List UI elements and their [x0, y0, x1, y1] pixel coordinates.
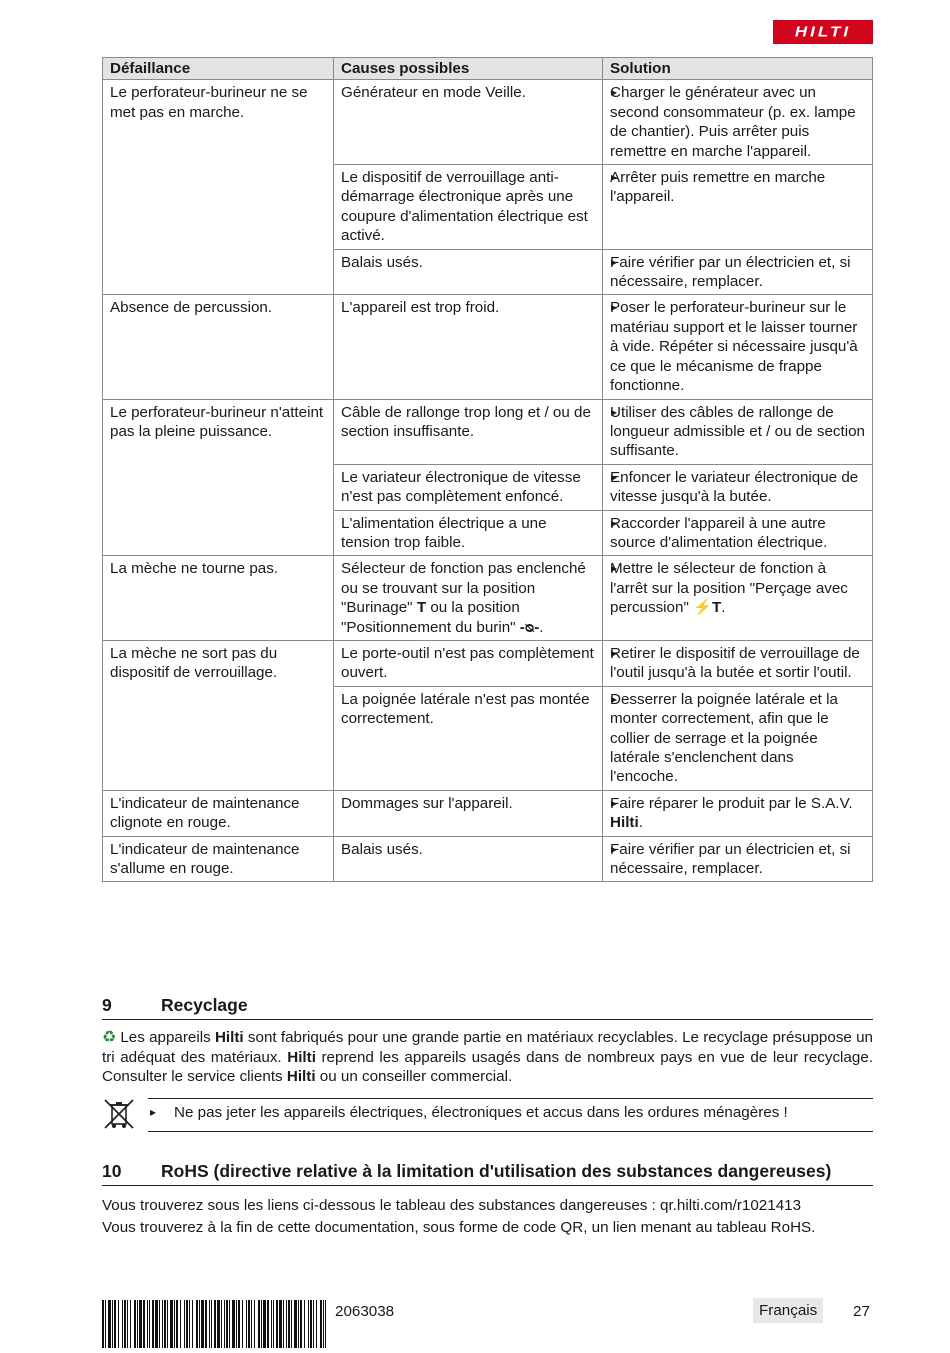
barcode-bar	[323, 1300, 324, 1348]
solution-text: .	[638, 814, 643, 832]
recycling-icon: ♻	[102, 1029, 117, 1046]
barcode-bar	[267, 1300, 269, 1348]
header-cause: Causes possibles	[334, 58, 603, 80]
solution-cell: ▸ Faire vérifier par un électricien et, si nécessaire, remplacer.	[603, 249, 873, 295]
page-number: 27	[853, 1303, 870, 1320]
brand-bold: Hilti	[287, 1048, 316, 1066]
cause-text: .	[539, 618, 544, 636]
rohs-paragraph	[102, 1195, 873, 1239]
barcode-bar	[118, 1300, 119, 1348]
barcode-bar	[186, 1300, 188, 1348]
barcode-bar	[159, 1300, 160, 1348]
barcode-bar	[155, 1300, 158, 1348]
language-label: Français	[753, 1298, 823, 1323]
barcode-bar	[229, 1300, 230, 1348]
barcode-bar	[316, 1300, 317, 1348]
solution-cell: ▸ Utiliser des câbles de rallonge de longueur admissible et / ou de section suffisante.	[603, 399, 873, 464]
barcode-bar	[325, 1300, 326, 1348]
barcode-bar	[251, 1300, 252, 1348]
solution-brand: Hilti	[610, 814, 639, 832]
barcode-bar	[209, 1300, 210, 1348]
section-title: RoHS (directive relative à la limitation d'utilisation des substances dangereuses)	[161, 1161, 832, 1181]
barcode-bar	[152, 1300, 154, 1348]
barcode-bar	[288, 1300, 290, 1348]
cause-cell	[334, 556, 603, 641]
barcode-bar	[134, 1300, 136, 1348]
solution-cell: ▸ Enfoncer le variateur électronique de vitesse jusqu'à la butée.	[603, 464, 873, 510]
barcode-bar	[189, 1300, 190, 1348]
barcode	[102, 1300, 326, 1348]
barcode-bar	[224, 1300, 225, 1348]
table-row	[103, 640, 873, 686]
barcode-bar	[108, 1300, 111, 1348]
text-run: Les appareils	[120, 1029, 215, 1046]
barcode-bar	[149, 1300, 150, 1348]
barcode-bar	[310, 1300, 312, 1348]
cause-cell: Câble de rallonge trop long et / ou de section insuffisante.	[334, 399, 603, 464]
barcode-bar	[174, 1300, 175, 1348]
barcode-bar	[283, 1300, 284, 1348]
fault-cell: L'indicateur de maintenance s'allume en rouge.	[103, 836, 334, 882]
barcode-bar	[112, 1300, 113, 1348]
crossed-bin-icon	[102, 1097, 136, 1131]
cause-cell: Le dispositif de verrouillage anti-démarrage électronique après une coupure d'alimentation électrique est activé.	[334, 165, 603, 250]
solution-text: Mettre le sélecteur de fonction à l'arrêt sur la position "Perçage avec percussion"	[610, 560, 848, 617]
barcode-bar	[298, 1300, 299, 1348]
chisel-position-icon: -ᴓ-	[519, 618, 540, 636]
barcode-bar	[196, 1300, 198, 1348]
section-number: 9	[102, 995, 112, 1015]
barcode-bar	[167, 1300, 168, 1348]
section-heading-rohs	[102, 1161, 873, 1186]
table-row	[103, 836, 873, 882]
barcode-bar	[291, 1300, 292, 1348]
solution-text: Faire réparer le produit par le S.A.V.	[610, 794, 853, 812]
cause-cell: L'appareil est trop froid.	[334, 295, 603, 399]
barcode-bar	[102, 1300, 104, 1348]
barcode-bar	[137, 1300, 138, 1348]
barcode-bar	[170, 1300, 173, 1348]
cause-cell: Dommages sur l'appareil.	[334, 790, 603, 836]
barcode-bar	[199, 1300, 200, 1348]
hilti-logo	[773, 20, 873, 44]
chiseling-mode-icon: T	[416, 599, 427, 617]
fault-cell: Absence de percussion.	[103, 295, 334, 399]
barcode-bar	[226, 1300, 228, 1348]
solution-cell	[603, 556, 873, 641]
cause-cell: Balais usés.	[334, 249, 603, 295]
barcode-bar	[304, 1300, 305, 1348]
barcode-bar	[286, 1300, 287, 1348]
rohs-line: Vous trouverez sous les liens ci-dessous le tableau des substances dangereuses : qr.hilti.com/r1021413	[102, 1197, 802, 1214]
barcode-bar	[276, 1300, 278, 1348]
barcode-bar	[201, 1300, 204, 1348]
solution-cell: ▸ Poser le perforateur-burineur sur le matériau support et le laisser tourner à vide. Répéter si nécessaire jusqu'à ce que le mécanisme de frappe fonctionne.	[603, 295, 873, 399]
text-run: reprend les appareils usagés dans de nombreux pays en vue de leur recyclage. Consulter le service clients	[102, 1048, 873, 1086]
recycling-paragraph	[102, 1028, 873, 1087]
table-row	[103, 80, 873, 165]
solution-cell: ▸ Arrêter puis remettre en marche l'appareil.	[603, 165, 873, 250]
cause-cell: Le porte-outil n'est pas complètement ouvert.	[334, 640, 603, 686]
barcode-bar	[114, 1300, 116, 1348]
header-solution: Solution	[603, 58, 873, 80]
barcode-bar	[217, 1300, 220, 1348]
fault-cell: La mèche ne sort pas du dispositif de verrouillage.	[103, 640, 334, 790]
barcode-bar	[248, 1300, 250, 1348]
barcode-bar	[232, 1300, 235, 1348]
solution-cell: ▸ Desserrer la poignée latérale et la monter correctement, afin que le collier de serrage et la poignée latérale s'enclenchent dans l'encoche.	[603, 686, 873, 790]
section-heading-recycling	[102, 995, 873, 1020]
cause-cell: L'alimentation électrique a une tension trop faible.	[334, 510, 603, 556]
barcode-bar	[214, 1300, 216, 1348]
cause-cell: Le variateur électronique de vitesse n'est pas complètement enfoncé.	[334, 464, 603, 510]
barcode-bar	[164, 1300, 166, 1348]
table-header-row	[103, 58, 873, 80]
barcode-bar	[308, 1300, 309, 1348]
barcode-bar	[254, 1300, 255, 1348]
barcode-bar	[122, 1300, 123, 1348]
cause-cell: Balais usés.	[334, 836, 603, 882]
rohs-line: Vous trouverez à la fin de cette documentation, sous forme de code QR, un lien menant au tableau RoHS.	[102, 1219, 816, 1236]
brand-bold: Hilti	[214, 1029, 244, 1046]
barcode-bar	[176, 1300, 178, 1348]
barcode-bar	[236, 1300, 237, 1348]
solution-cell: ▸ Raccorder l'appareil à une autre source d'alimentation électrique.	[603, 510, 873, 556]
solution-cell: ▸ Charger le générateur avec un second consommateur (p. ex. lampe de chantier). Puis arrêter puis remettre en marche l'appareil.	[603, 80, 873, 165]
barcode-bar	[180, 1300, 181, 1348]
fault-cell: Le perforateur-burineur ne se met pas en marche.	[103, 80, 334, 295]
section-title: Recyclage	[161, 995, 248, 1015]
barcode-bar	[143, 1300, 145, 1348]
barcode-bar	[124, 1300, 126, 1348]
cause-cell: La poignée latérale n'est pas montée correctement.	[334, 686, 603, 790]
table-row	[103, 399, 873, 464]
barcode-bar	[263, 1300, 266, 1348]
barcode-bar	[279, 1300, 282, 1348]
barcode-bar	[313, 1300, 314, 1348]
disposal-notice: ▸ Ne pas jeter les appareils électriques, électroniques et accus dans les ordures ménagères !	[148, 1098, 873, 1132]
table-row	[103, 295, 873, 399]
barcode-bar	[139, 1300, 142, 1348]
barcode-bar	[147, 1300, 148, 1348]
barcode-bar	[320, 1300, 322, 1348]
barcode-bar	[184, 1300, 185, 1348]
barcode-bar	[162, 1300, 163, 1348]
document-code: 2063038	[335, 1303, 395, 1320]
section-number: 10	[102, 1161, 122, 1181]
barcode-bar	[300, 1300, 302, 1348]
cause-cell: Générateur en mode Veille.	[334, 80, 603, 165]
hammer-drilling-icon: ⚡T	[693, 599, 722, 617]
barcode-bar	[127, 1300, 128, 1348]
barcode-bar	[105, 1300, 106, 1348]
cause-text: Sélecteur de fonction pas enclenché ou se trouvant sur la position "Burinage"	[341, 560, 586, 617]
fault-cell: L'indicateur de maintenance clignote en rouge.	[103, 790, 334, 836]
solution-text: .	[721, 599, 726, 617]
barcode-bar	[211, 1300, 212, 1348]
barcode-bar	[258, 1300, 260, 1348]
barcode-bar	[271, 1300, 272, 1348]
fault-cell: La mèche ne tourne pas.	[103, 556, 334, 641]
barcode-bar	[273, 1300, 274, 1348]
troubleshooting-table	[102, 57, 873, 882]
brand-text: HILTI	[794, 23, 852, 40]
brand-bold: Hilti	[286, 1068, 316, 1086]
table-row	[103, 556, 873, 641]
barcode-bar	[294, 1300, 297, 1348]
barcode-bar	[192, 1300, 193, 1348]
barcode-bar	[246, 1300, 247, 1348]
barcode-bar	[130, 1300, 131, 1348]
barcode-bar	[261, 1300, 262, 1348]
solution-cell: ▸ Retirer le dispositif de verrouillage de l'outil jusqu'à la butée et sortir l'outil.	[603, 640, 873, 686]
barcode-bar	[242, 1300, 243, 1348]
header-fault: Défaillance	[103, 58, 334, 80]
text-run: sont fabriqués pour une grande partie en matériaux recyclables. Le recyclage présuppose un tri adéquat des matériaux.	[102, 1029, 873, 1066]
barcode-bar	[221, 1300, 222, 1348]
barcode-bar	[205, 1300, 207, 1348]
fault-cell: Le perforateur-burineur n'atteint pas la pleine puissance.	[103, 399, 334, 556]
solution-cell	[603, 790, 873, 836]
text-run: ou un conseiller commercial.	[315, 1068, 513, 1086]
table-row	[103, 790, 873, 836]
solution-cell: ▸ Faire vérifier par un électricien et, si nécessaire, remplacer.	[603, 836, 873, 882]
barcode-bar	[238, 1300, 240, 1348]
cause-text: ou la position "Positionnement du burin"	[341, 599, 520, 636]
